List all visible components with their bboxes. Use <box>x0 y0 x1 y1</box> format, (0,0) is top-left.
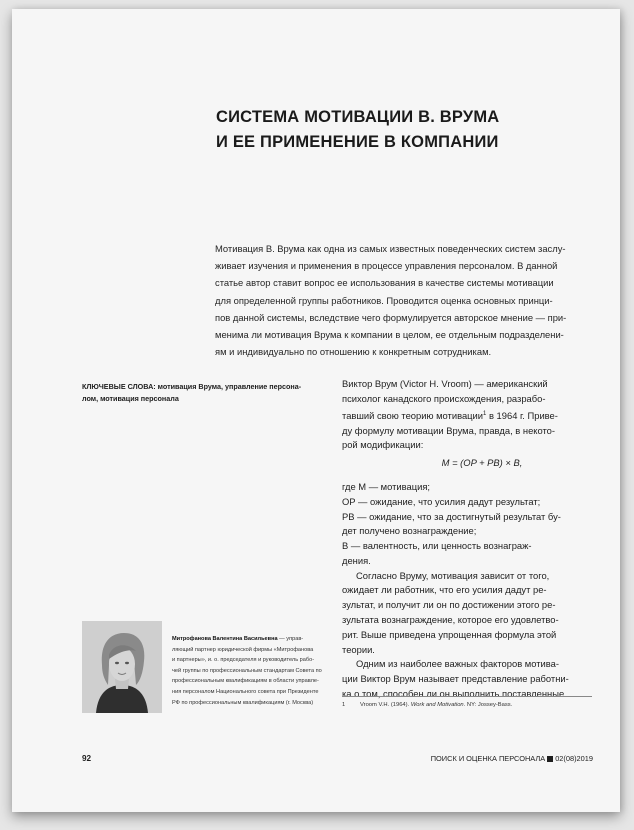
article-title <box>216 105 596 155</box>
author-bio-line: РФ по профессиональным квалификациям (г. Москва) <box>172 699 314 706</box>
keywords-block <box>82 381 322 404</box>
author-bio-line: чей группы по профессиональным стандартам Совета по <box>172 667 322 674</box>
abstract-line: менима ли мотивация Врума к компании в целом, ее отдельным подразделени- <box>215 329 564 341</box>
page-number: 92 <box>82 754 92 763</box>
article-body <box>342 377 592 702</box>
author-bio <box>172 634 342 708</box>
footnote-ref[interactable]: 1 <box>483 410 487 417</box>
body-text: тавший свою теорию мотивации <box>342 409 484 421</box>
author-bio-line: профессиональным квалификациям в области управле- <box>172 678 319 685</box>
body-line: Виктор Врум (Victor H. Vroom) — американский <box>342 378 548 389</box>
author-photo <box>82 621 162 713</box>
title-line: СИСТЕМА МОТИВАЦИИ В. ВРУМА <box>216 108 500 126</box>
footnote <box>342 702 592 708</box>
footnote-book-title: Work and Motivation <box>410 702 464 708</box>
definition-line: где M — мотивация; <box>342 480 431 492</box>
body-line: ожидает ли работник, что его усилия дадут ре- <box>342 584 547 596</box>
definition-line: B — валентность, или ценность вознаграж- <box>342 540 532 552</box>
square-bullet-icon <box>547 756 553 762</box>
abstract-line: живает изучения и применения в процессе управления персоналом. В данной <box>215 260 558 272</box>
author-bio-line: ния персоналом Национального совета при Президенте <box>172 688 319 695</box>
author-name: Митрофанова Валентина Васильевна <box>172 636 278 642</box>
keywords-line: лом, мотивация персонала <box>82 393 179 403</box>
definition-line: PB — ожидание, что за достигнутый результат бу- <box>342 510 561 522</box>
abstract-line: для определенной группы работников. Проводится оценка основных принци- <box>215 294 553 306</box>
footnote-text: Vroom V.H. (1964). <box>360 702 411 708</box>
body-line: ка о том, способен ли он выполнить поставленные <box>342 688 565 700</box>
vroom-formula: M = (OP + PB) × B, <box>441 457 523 469</box>
body-line: зультат, и получит ли он по достижении этого ре- <box>342 599 556 611</box>
body-line: рит. Выше приведена упрощенная формула этой <box>342 628 557 640</box>
journal-name: ПОИСК И ОЦЕНКА ПЕРСОНАЛА <box>430 754 546 763</box>
body-line: рой модификации: <box>342 439 424 451</box>
abstract-line: статье автор ставит вопрос ее использования в качестве системы мотивации <box>215 277 554 289</box>
body-line: Одним из наиболее важных факторов мотива- <box>356 658 559 670</box>
body-line: психолог канадского происхождения, разрабо- <box>342 392 546 404</box>
abstract-line: пов данной системы, вследствие чего формулируется авторское мнение — при- <box>215 311 567 323</box>
definition-line: дения. <box>342 554 371 566</box>
footnote-divider <box>342 696 592 697</box>
definition-line: дет получено вознаграждение; <box>342 525 477 537</box>
journal-page <box>12 9 620 812</box>
author-bio-line: ляющий партнер юридической фирмы «Митрофанова <box>172 646 314 653</box>
body-line: ду формулу мотивации Врума, правда, в некото- <box>342 424 556 436</box>
body-line: зультата вознаграждение, которое его удовлетво- <box>342 614 559 626</box>
body-line <box>342 407 592 424</box>
body-line: теории. <box>342 643 375 655</box>
author-bio-line <box>172 634 342 645</box>
abstract-line: ям и индивидуально по отношению к конкретным сотрудникам. <box>215 346 492 358</box>
body-line: Согласно Вруму, мотивация зависит от того, <box>356 569 550 581</box>
title-line: И ЕЕ ПРИМЕНЕНИЕ В КОМПАНИИ <box>216 133 499 151</box>
author-bio-line: и партнеры», и. о. председателя и руководитель рабо- <box>172 657 315 664</box>
footnote-text-end: . NY: Jossey-Bass. <box>463 702 513 708</box>
body-line: ции Виктор Врум называет представление работни- <box>342 673 569 685</box>
body-text: в 1964 г. Приве- <box>486 409 558 421</box>
footnote-number: 1 <box>342 702 346 708</box>
journal-footer <box>431 754 593 763</box>
journal-issue: 02(08)2019 <box>555 754 593 763</box>
author-bio-text: — управ- <box>277 636 304 642</box>
author-portrait-image <box>82 621 162 713</box>
abstract-line: Мотивация В. Врума как одна из самых известных поведенческих систем заслу- <box>215 243 566 254</box>
keywords-line: КЛЮЧЕВЫЕ СЛОВА: мотивация Врума, управление персона- <box>82 382 302 391</box>
definition-line: OP — ожидание, что усилия дадут результат; <box>342 495 541 507</box>
article-abstract <box>215 240 593 360</box>
